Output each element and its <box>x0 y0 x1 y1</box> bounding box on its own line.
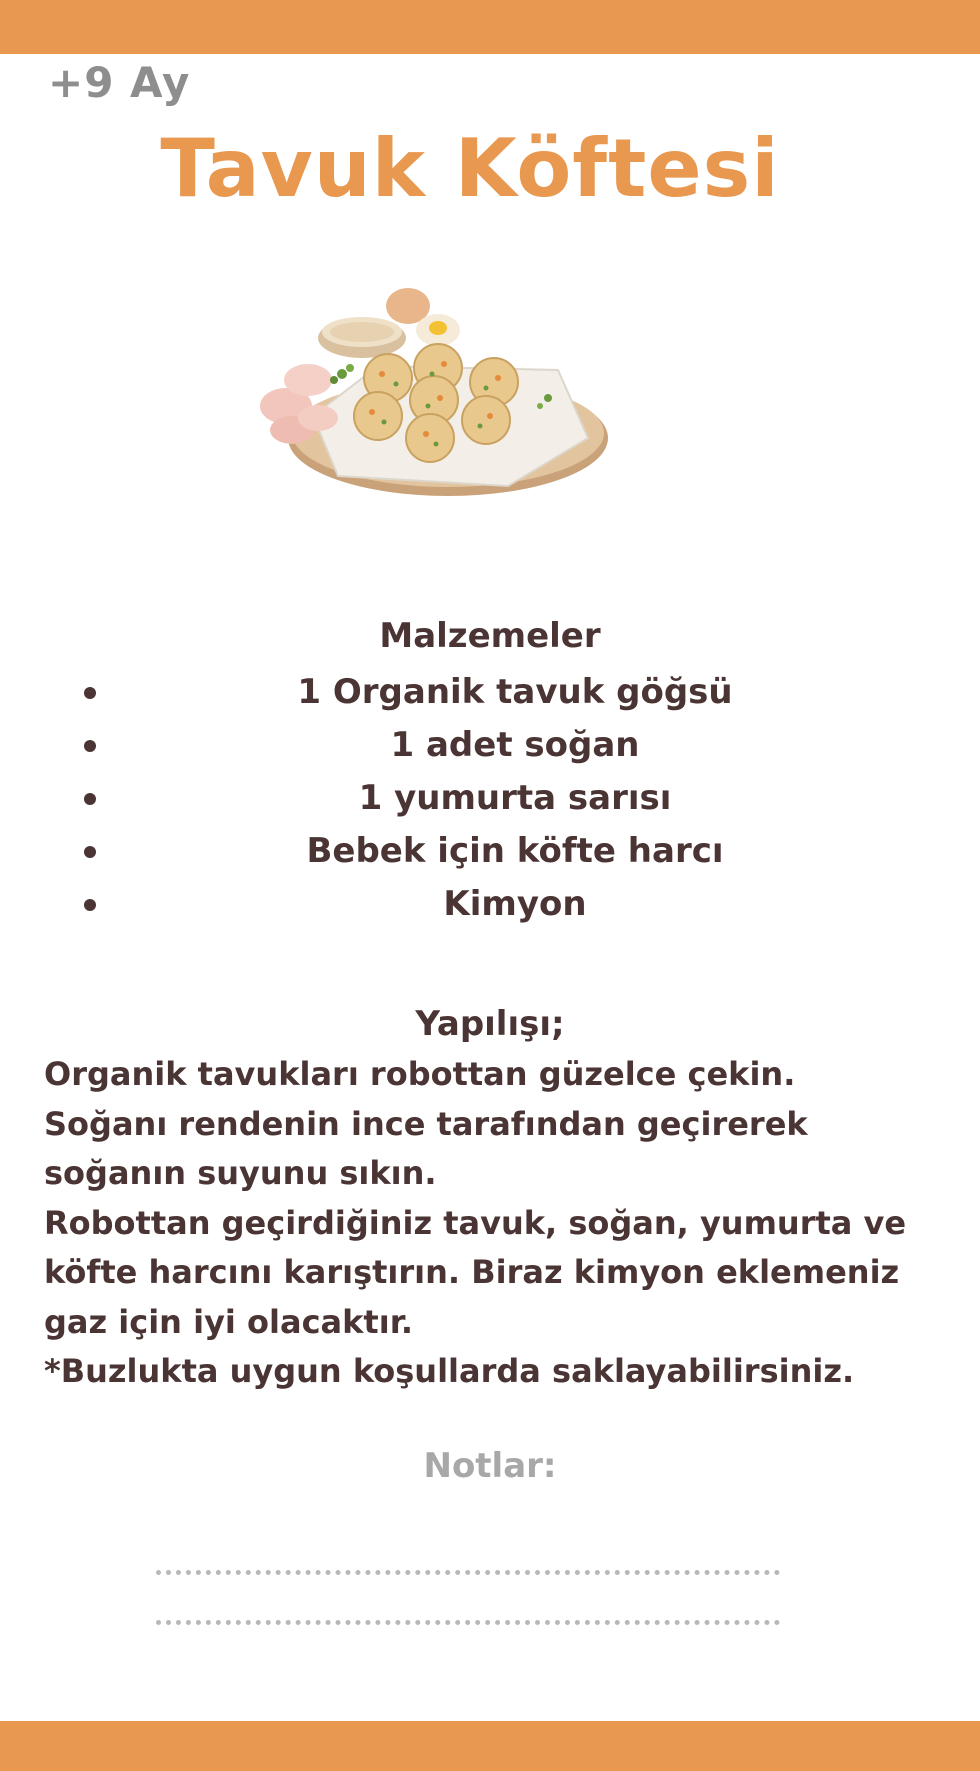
chicken-meatballs-plate-icon <box>258 288 608 518</box>
ingredient-list <box>0 666 980 931</box>
step-line: Organik tavukları robottan güzelce çekin. <box>44 1055 796 1093</box>
step-line: Robottan geçirdiğiniz tavuk, soğan, yumurta ve <box>44 1203 907 1242</box>
bullet-icon <box>84 740 96 752</box>
ingredient-item <box>0 719 980 772</box>
bullet-icon <box>84 899 96 911</box>
steps-text <box>44 1050 944 1397</box>
ingredient-text: Bebek için köfte harcı <box>306 831 724 871</box>
ingredient-item <box>0 666 980 719</box>
bottom-accent-bar <box>0 1721 980 1771</box>
notes-heading: Notlar: <box>423 1446 557 1486</box>
bullet-icon <box>84 687 96 699</box>
ingredients-heading: Malzemeler <box>379 616 601 656</box>
ingredient-item <box>0 878 980 931</box>
bullet-icon <box>84 846 96 858</box>
age-badge: +9 Ay <box>48 58 191 107</box>
step-line: soğanın suyunu sıkın. <box>44 1154 437 1192</box>
ingredient-text: 1 Organik tavuk göğsü <box>297 672 733 712</box>
step-line: gaz için iyi olacaktır. <box>44 1302 414 1341</box>
steps-heading: Yapılışı; <box>415 1004 565 1044</box>
step-line: köfte harcını karıştırın. Biraz kimyon eklemeniz <box>44 1253 900 1291</box>
ingredient-text: 1 adet soğan <box>390 725 640 765</box>
recipe-title: Tavuk Köftesi <box>160 122 780 215</box>
ingredient-text: 1 yumurta sarısı <box>358 778 672 818</box>
note-line <box>156 1570 780 1575</box>
note-line <box>156 1620 780 1625</box>
ingredient-item <box>0 772 980 825</box>
ingredient-item <box>0 825 980 878</box>
ingredient-text: Kimyon <box>443 884 587 924</box>
bullet-icon <box>84 793 96 805</box>
step-line: Soğanı rendenin ince tarafından geçirerek <box>44 1104 808 1143</box>
step-line: *Buzlukta uygun koşullarda saklayabilirsiniz. <box>44 1352 855 1390</box>
top-accent-bar <box>0 0 980 54</box>
